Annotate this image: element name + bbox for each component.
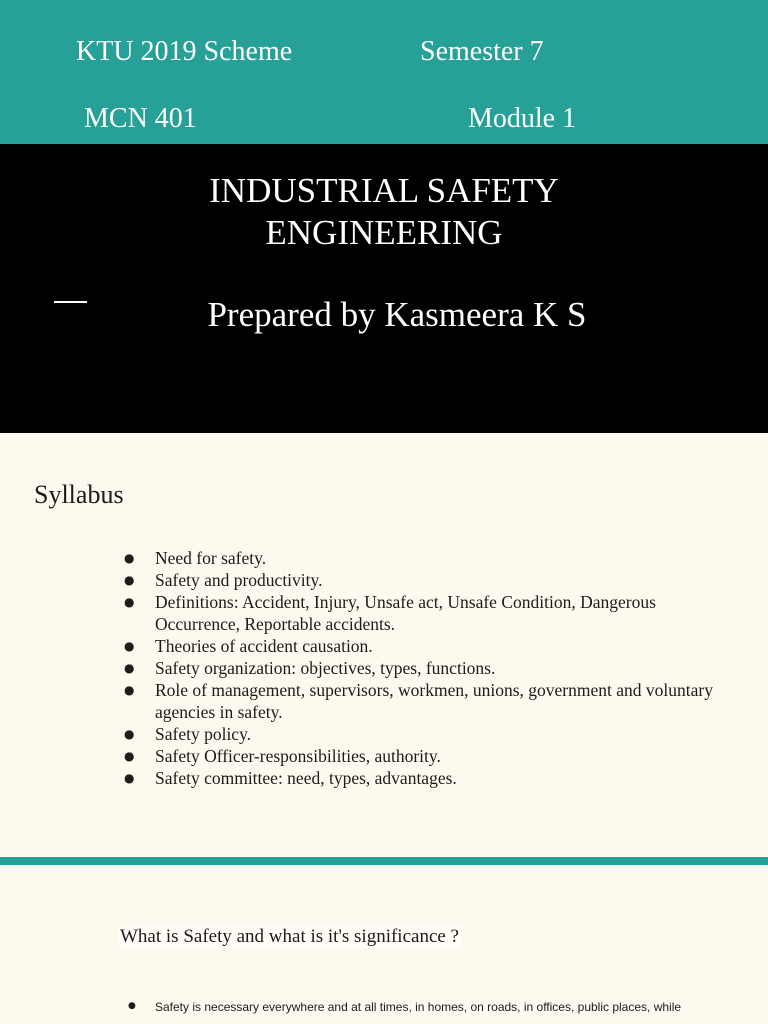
bullet-dot: ● (128, 1001, 136, 1011)
section-bullet-text: Safety is necessary everywhere and at all times, in homes, on roads, in offices, public places, while (155, 1000, 682, 1014)
module-label: Module 1 (468, 103, 577, 134)
title-line-2: ENGINEERING (265, 213, 503, 252)
cover-title-band (0, 144, 768, 433)
list-item: ● Safety committee: need, types, advantages. (155, 767, 735, 789)
semester-label: Semester 7 (420, 36, 544, 67)
author-line: Prepared by Kasmeera K S (207, 295, 587, 334)
page-title (0, 170, 768, 254)
cover-header-band (0, 0, 768, 144)
list-item: ● Safety Officer-responsibilities, authority. (155, 745, 735, 767)
title-line-1: INDUSTRIAL SAFETY (209, 171, 559, 210)
course-code-label: MCN 401 (84, 103, 197, 134)
syllabus-list (155, 547, 735, 789)
list-item: ● Need for safety. (155, 547, 735, 569)
list-item: ● Safety organization: objectives, types, functions. (155, 657, 735, 679)
scheme-label: KTU 2019 Scheme (76, 36, 293, 67)
list-item: ● Definitions: Accident, Injury, Unsafe act, Unsafe Condition, Dangerous Occurrence, Reportable accidents. (155, 591, 735, 635)
syllabus-slide (0, 433, 768, 857)
section-question: What is Safety and what is it's significance ? (120, 926, 459, 947)
slide-divider (0, 857, 768, 865)
safety-significance-slide (0, 865, 768, 1024)
cover-slide (0, 0, 768, 433)
list-item: ● Role of management, supervisors, workmen, unions, government and voluntary agencies in safety. (155, 679, 735, 723)
list-item: ● Safety policy. (155, 723, 735, 745)
list-item: ● Theories of accident causation. (155, 635, 735, 657)
syllabus-heading: Syllabus (34, 480, 124, 509)
list-item: ● Safety and productivity. (155, 569, 735, 591)
